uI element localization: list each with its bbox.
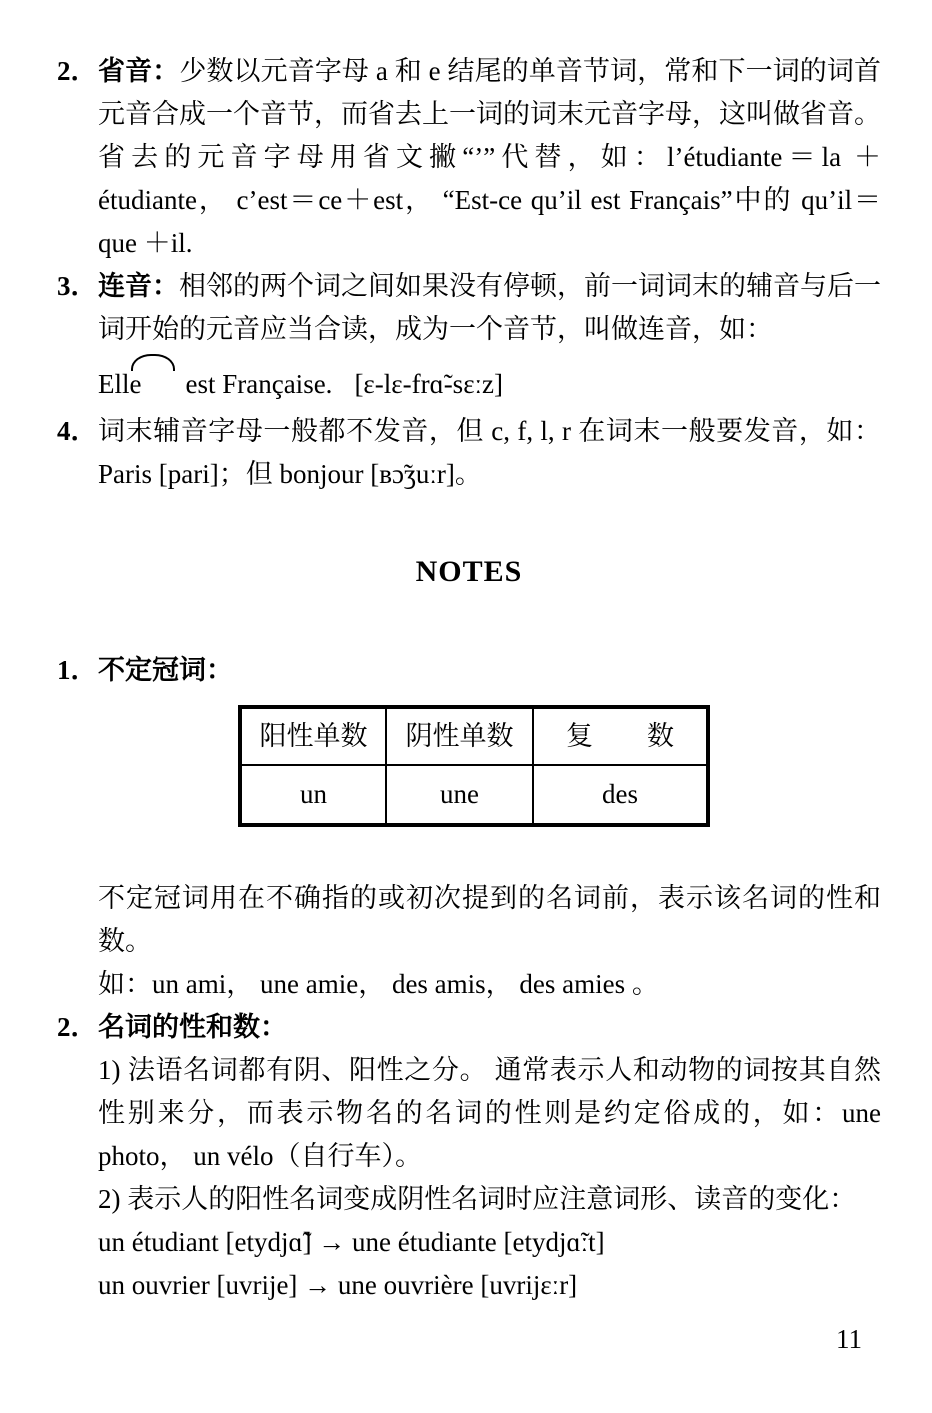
rule-item-liaison (57, 265, 881, 406)
note-term-line (98, 649, 881, 692)
table-cell-des: des (533, 765, 708, 825)
liaison-word-2: est Française. (185, 369, 333, 399)
rule-item-body (98, 410, 881, 496)
page-content (57, 50, 881, 1307)
rule-item-number: 3． (57, 271, 98, 301)
note-subitem-2: 2) 表示人的阳性名词变成阴性名词时应注意词形、读音的变化： (98, 1184, 857, 1214)
table-cell-un: un (240, 765, 386, 825)
page-number: 11 (836, 1324, 862, 1354)
note-item-body (98, 649, 881, 1006)
note-term: 名词的性和数： (98, 1012, 287, 1042)
rule-item-body (98, 50, 881, 265)
rule-text: 少数以元音字母 a 和 e 结尾的单音节词，常和下一词的词首元音合成一个音节，而省去上一词的词末元音字母，这叫做省音。 省去的元音字母用省文撇“’”代替，如：l’étudiante＝la ＋étudiante， c’est＝ce＋est， “Est-ce qu’il est Français”中的 qu’il＝que ＋il. (98, 56, 882, 258)
rule-item-final-consonants (57, 410, 881, 496)
note-item-number: 1． (57, 655, 98, 685)
note-term: 不定冠词： (98, 655, 233, 685)
indefinite-article-table (238, 705, 710, 827)
rule-item-body (98, 265, 881, 406)
table-header-row (240, 707, 708, 765)
table-cell-une: une (386, 765, 533, 825)
rule-term: 连音： (98, 271, 179, 301)
note-paragraph: 不定冠词用在不确指的或初次提到的名词前，表示该名词的性和数。 (98, 883, 881, 956)
note-item-body (98, 1006, 881, 1307)
table-header-plural: 复 数 (533, 707, 708, 765)
rule-term: 省音： (98, 56, 180, 86)
table-header-feminine: 阴性单数 (386, 707, 533, 765)
rule-item-number: 2． (57, 56, 98, 86)
note-subitem-1: 1) 法语名词都有阴、阳性之分。 通常表示人和动物的词按其自然性别来分，而表示物名的名词的性则是约定俗成的，如：une photo， un vélo（自行车）。 (98, 1055, 881, 1171)
note-item-noun-gender-number (57, 1006, 881, 1307)
rule-text: 相邻的两个词之间如果没有停顿，前一词词末的辅音与后一词开始的元音应当合读，成为一个音节，叫做连音，如： (98, 271, 881, 344)
rule-item-number: 4． (57, 416, 98, 446)
table-value-row (240, 765, 708, 825)
table-header-masculine: 阳性单数 (240, 707, 386, 765)
noun-example-ouvrier: un ouvrier [uvrije] → une ouvrière [uvrijɛːr] (98, 1270, 578, 1300)
liaison-example-line (98, 363, 881, 406)
liaison-ipa: [ɛ-lɛ-frɑ̃-sɛːz] (354, 369, 504, 399)
note-term-line (98, 1006, 881, 1049)
rule-text: 词末辅音字母一般都不发音，但 c, f, l, r 在词末一般要发音，如： Paris [pari]；但 bonjour [ʙɔ̃ʒuːr]。 (98, 416, 881, 489)
rule-item-elision (57, 50, 881, 265)
notes-heading: NOTES (415, 555, 523, 588)
noun-example-etudiant: un étudiant [etydjɑ̃] → une étudiante [etydjɑ̃ːt] (98, 1227, 605, 1257)
note-item-number: 2． (57, 1012, 98, 1042)
note-item-indefinite-article (57, 649, 881, 1006)
note-example: 如：un ami， une amie， des amis， des amies 。 (98, 969, 659, 999)
liaison-word-1: Elle (98, 369, 142, 399)
liaison-arc-icon (141, 392, 185, 393)
